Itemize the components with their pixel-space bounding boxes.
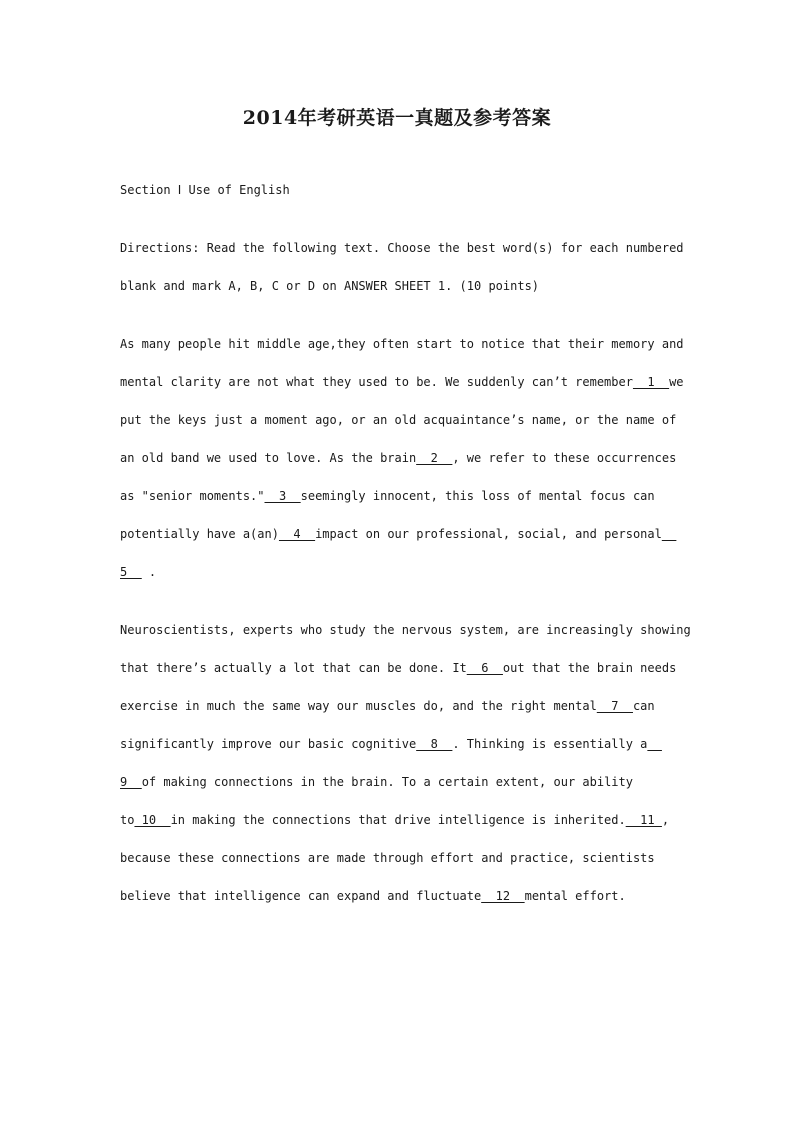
paragraph-1-line-6 — [120, 526, 676, 542]
paragraph-1-line-5 — [120, 488, 655, 504]
paragraph-1-line-1: As many people hit middle age,they often start to notice that their memory and — [120, 337, 684, 351]
directions-line-1: Directions: Read the following text. Choose the best word(s) for each numbered — [120, 241, 684, 255]
paragraph-2-line-5 — [120, 774, 633, 790]
text-span: believe that intelligence can expand and fluctuate — [120, 889, 482, 903]
text-span: that there’s actually a lot that can be done. It — [120, 661, 467, 675]
blank-7: __7__ — [596, 699, 633, 713]
blank-11: __11_ — [625, 813, 662, 827]
directions-line-2: blank and mark A, B, C or D on ANSWER SHEET 1. (10 points) — [120, 279, 540, 293]
text-span: can — [632, 699, 655, 713]
paragraph-2-line-4 — [120, 736, 662, 752]
text-span: mental effort. — [524, 889, 626, 903]
text-span: . Thinking is essentially a — [452, 737, 648, 751]
text-span: an old band we used to love. As the brain — [120, 451, 417, 465]
text-span: , we refer to these occurrences — [452, 451, 677, 465]
blank-12: __12__ — [481, 889, 525, 903]
paragraph-1-line-2 — [120, 374, 684, 390]
document-title: 2014年考研英语一真题及参考答案 — [242, 107, 552, 129]
text-span: exercise in much the same way our muscles do, and the right mental — [120, 699, 597, 713]
paragraph-2-line-1: Neuroscientists, experts who study the nervous system, are increasingly showing — [120, 623, 691, 637]
blank-9-start: __ — [647, 737, 662, 751]
blank-6: __6__ — [466, 661, 503, 675]
paragraph-2-line-6 — [120, 812, 669, 828]
blank-1: __1__ — [632, 375, 670, 389]
text-span: to — [120, 813, 135, 827]
text-span: , — [661, 813, 670, 827]
section-heading: Section Ⅰ Use of English — [120, 183, 290, 197]
paragraph-2-line-7: because these connections are made through effort and practice, scientists — [120, 851, 655, 865]
paragraph-2-line-8 — [120, 888, 626, 904]
blank-8: __8__ — [416, 737, 453, 751]
text-span: significantly improve our basic cognitive — [120, 737, 417, 751]
blank-5-start: __ — [661, 527, 677, 541]
paragraph-1-line-4 — [120, 450, 676, 466]
paragraph-2-line-3 — [120, 698, 655, 714]
text-span: mental clarity are not what they used to be. We suddenly can’t remember — [120, 375, 633, 389]
text-span: we — [669, 375, 684, 389]
paragraph-1-line-3: put the keys just a moment ago, or an old acquaintance’s name, or the name of — [120, 413, 677, 427]
blank-5: 5__ — [120, 565, 142, 579]
blank-2: __2__ — [416, 451, 453, 465]
paragraph-1-line-7 — [120, 564, 156, 580]
blank-9: 9__ — [120, 775, 142, 789]
text-span: of making connections in the brain. To a certain extent, our ability — [141, 775, 633, 789]
text-span: potentially have a(an) — [120, 527, 279, 541]
text-span: . — [141, 565, 157, 579]
text-span: as "senior moments." — [120, 489, 265, 503]
text-span: in making the connections that drive intelligence is inherited. — [170, 813, 626, 827]
blank-4: __4__ — [278, 527, 316, 541]
blank-3: __3__ — [264, 489, 301, 503]
paragraph-2-line-2 — [120, 660, 676, 676]
text-span: out that the brain needs — [502, 661, 677, 675]
text-span: seemingly innocent, this loss of mental focus can — [300, 489, 655, 503]
text-span: impact on our professional, social, and personal — [315, 527, 662, 541]
blank-10: _10__ — [134, 813, 171, 827]
